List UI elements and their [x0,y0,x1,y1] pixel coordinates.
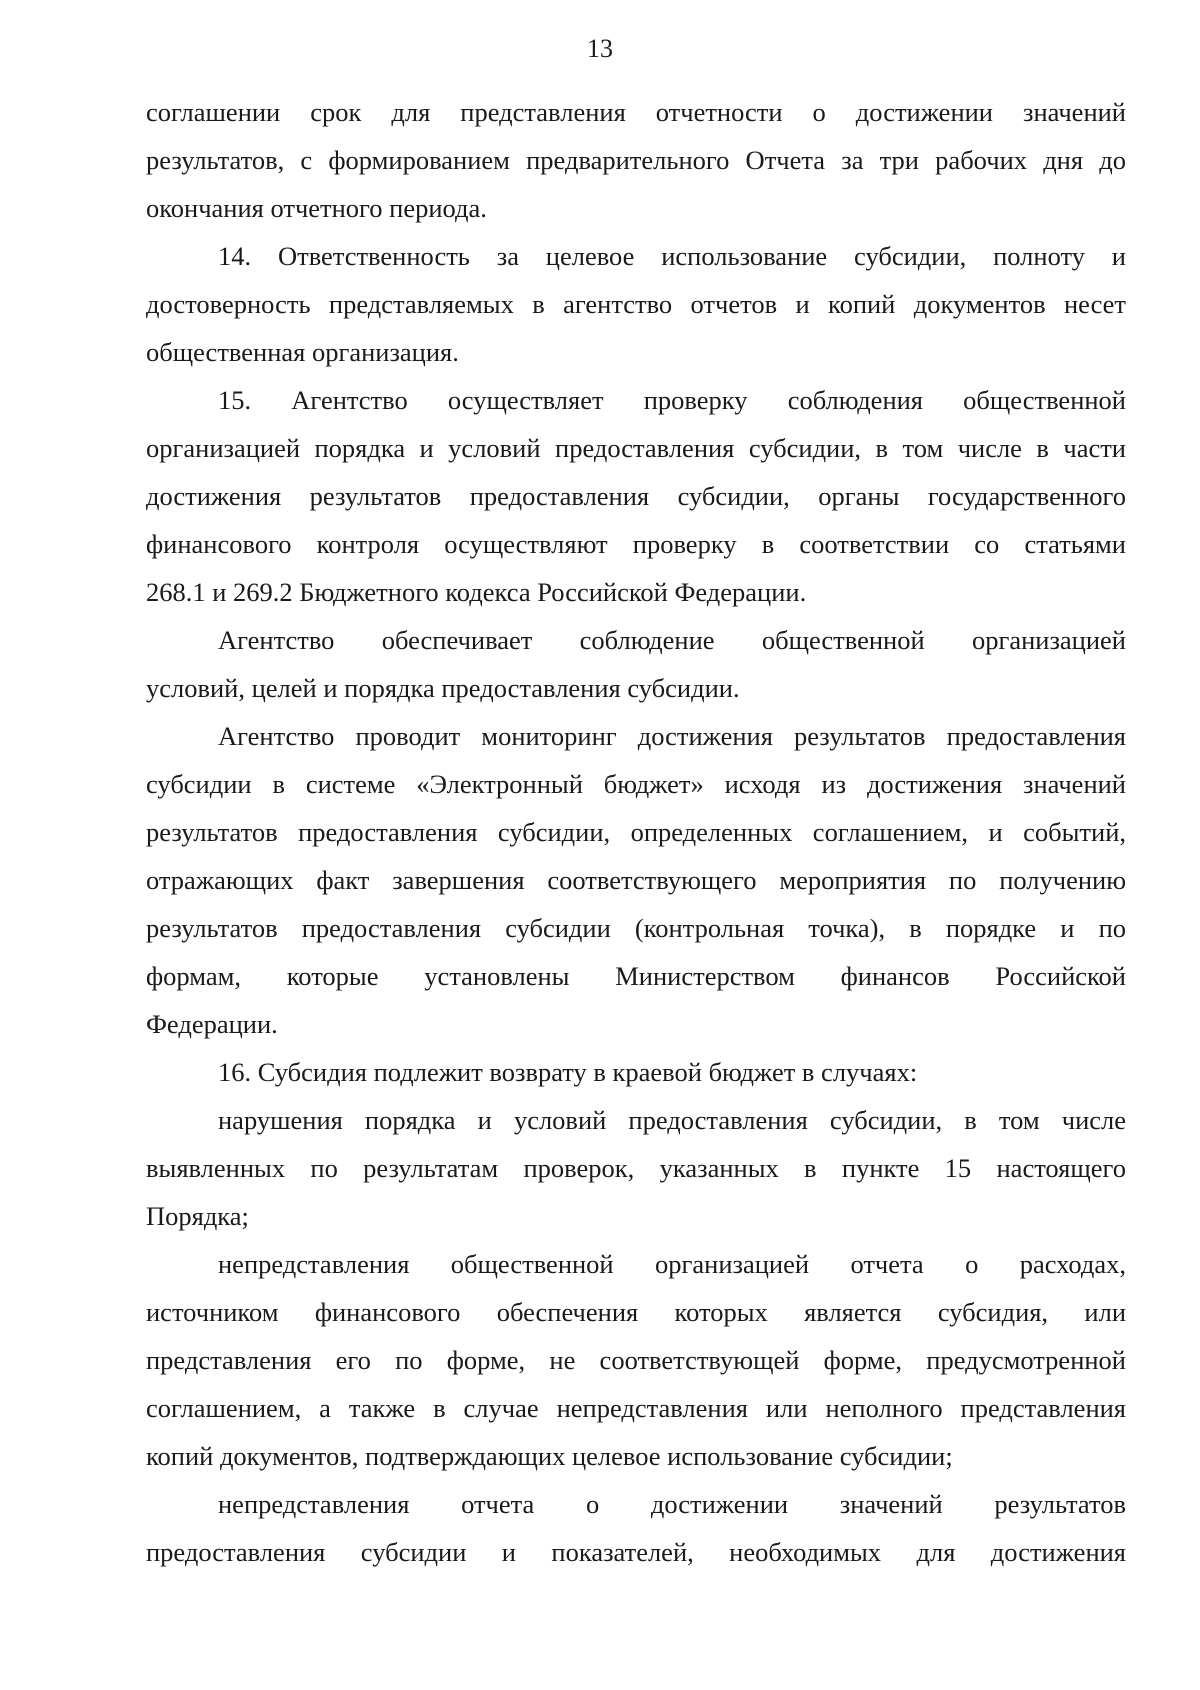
text-line: 15. Агентство осуществляет проверку соблюдения общественной [218,385,1126,415]
text-line: нарушения порядка и условий предоставления субсидии, в том числе [218,1105,1126,1135]
text-line: 14. Ответственность за целевое использование субсидии, полноту и [218,241,1126,271]
text-line: результатов, с формированием предварительного Отчета за три рабочих дня до [146,145,1126,175]
text-line: непредставления отчета о достижении значений результатов [218,1489,1126,1519]
text-line: 268.1 и 269.2 Бюджетного кодекса Российской Федерации. [146,577,807,607]
text-line: предоставления субсидии и показателей, необходимых для достижения [146,1537,1126,1567]
text-line: достоверность представляемых в агентство отчетов и копий документов несет [146,289,1126,319]
text-line: соглашением, а также в случае непредставления или неполного представления [146,1393,1126,1423]
text-line: результатов предоставления субсидии (контрольная точка), в порядке и по [146,913,1126,943]
text-line: результатов предоставления субсидии, определенных соглашением, и событий, [146,817,1126,847]
text-line: условий, целей и порядка предоставления субсидии. [146,673,740,703]
text-line: Агентство проводит мониторинг достижения результатов предоставления [218,721,1126,751]
text-line: организацией порядка и условий предоставления субсидии, в том числе в части [146,433,1126,463]
text-line: представления его по форме, не соответствующей форме, предусмотренной [146,1345,1126,1375]
text-line: соглашении срок для представления отчетности о достижении значений [146,97,1126,127]
text-line: Порядка; [146,1201,249,1231]
text-line: отражающих факт завершения соответствующего мероприятия по получению [146,865,1126,895]
text-line: формам, которые установлены Министерством финансов Российской [146,961,1126,991]
text-line: Федерации. [146,1009,278,1039]
text-line: общественная организация. [146,337,459,367]
text-line: источником финансового обеспечения которых является субсидия, или [146,1297,1126,1327]
text-line: субсидии в системе «Электронный бюджет» исходя из достижения значений [146,769,1126,799]
text-line: Агентство обеспечивает соблюдение общественной организацией [218,625,1126,655]
text-line: непредставления общественной организацией отчета о расходах, [218,1249,1126,1279]
page-number: 13 [587,34,613,63]
text-line: 16. Субсидия подлежит возврату в краевой бюджет в случаях: [218,1057,918,1087]
text-line: копий документов, подтверждающих целевое использование субсидии; [146,1441,953,1471]
text-line: окончания отчетного периода. [146,193,487,223]
text-line: достижения результатов предоставления субсидии, органы государственного [146,481,1126,511]
document-body [146,88,1126,1576]
text-line: выявленных по результатам проверок, указанных в пункте 15 настоящего [146,1153,1126,1183]
text-line: финансового контроля осуществляют проверку в соответствии со статьями [146,529,1126,559]
